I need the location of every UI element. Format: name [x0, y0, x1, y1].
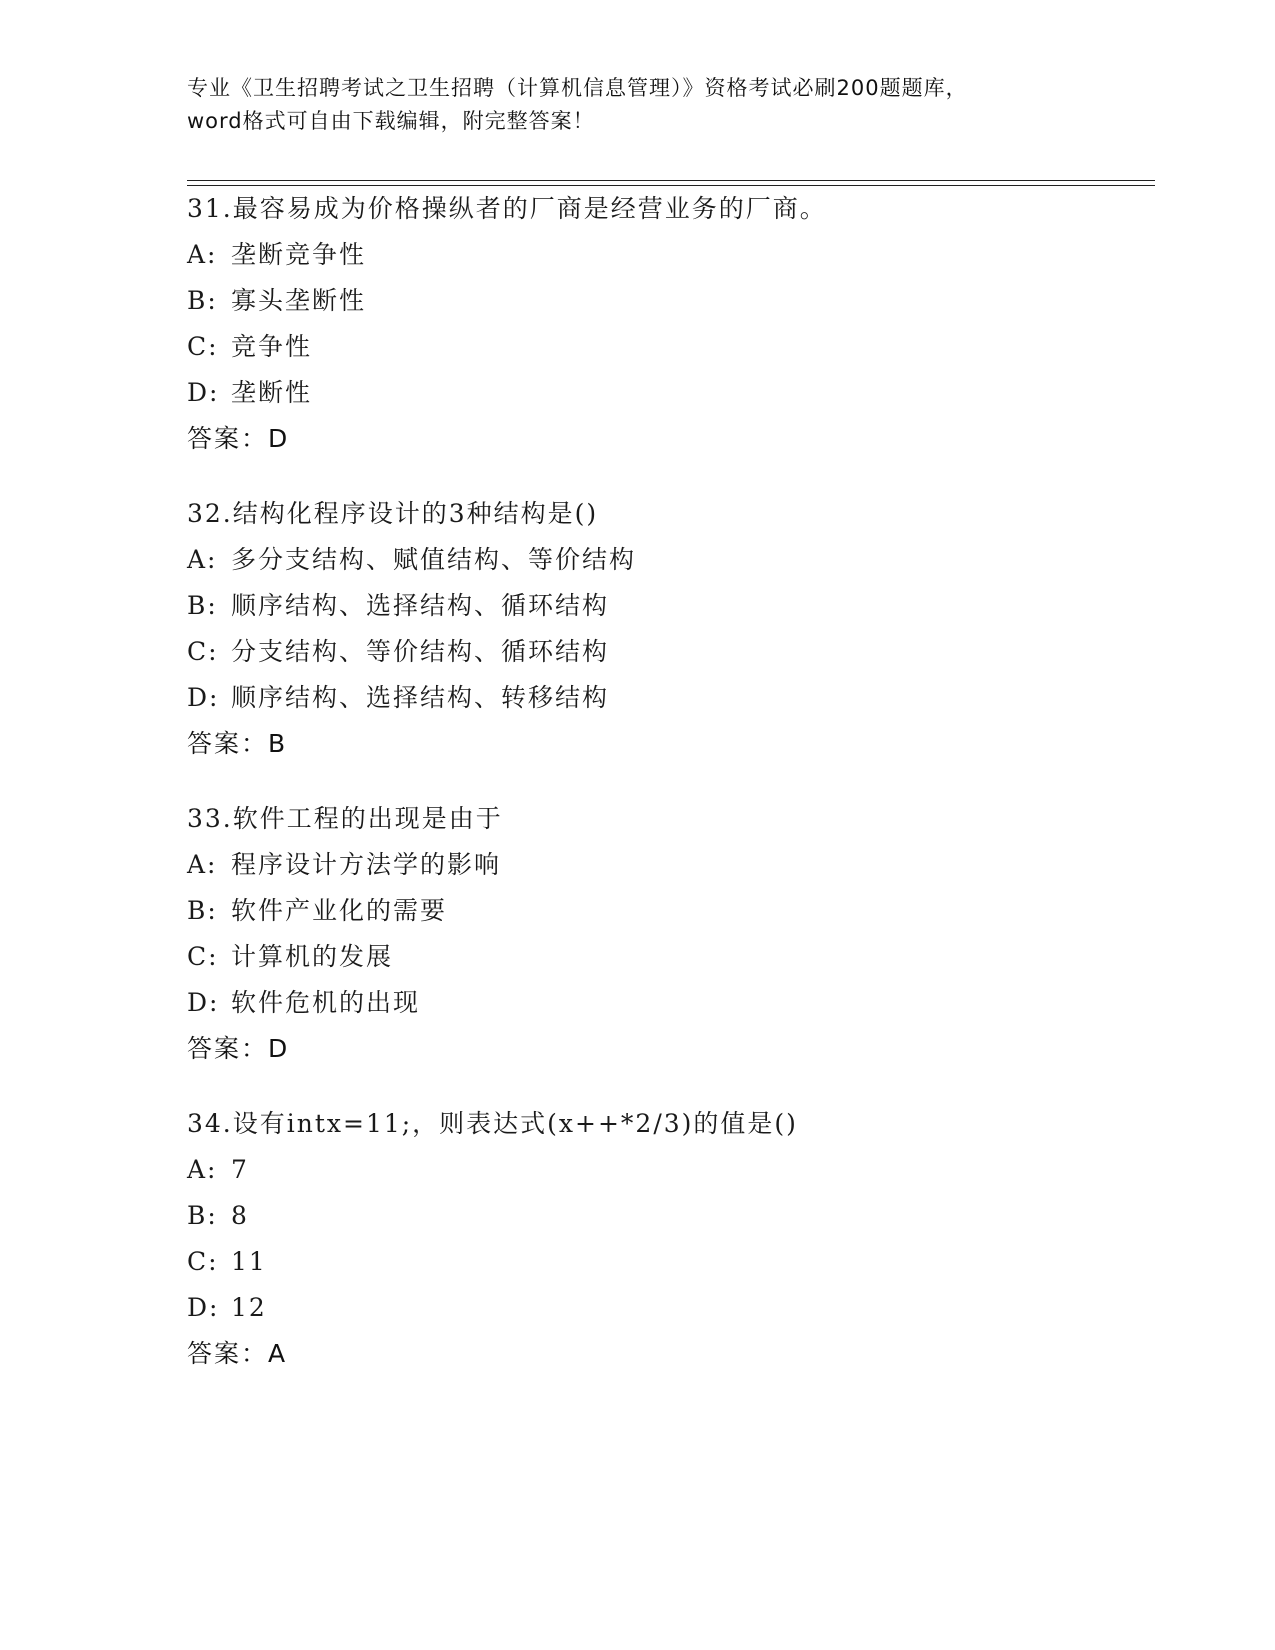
option-text: 寡头垄断性 [231, 286, 367, 315]
option-d [187, 370, 1147, 416]
option-letter: A: [187, 240, 218, 269]
question-stem: 34.设有intx=11;，则表达式(x++*2/3)的值是() [187, 1109, 798, 1138]
answer-line [187, 1331, 1147, 1377]
header-line-1: 专业《卫生招聘考试之卫生招聘（计算机信息管理）》资格考试必刷200题题库， [187, 76, 968, 100]
option-letter: B: [187, 1201, 218, 1230]
option-text: 7 [231, 1155, 249, 1184]
option-d [187, 980, 1147, 1026]
option-d [187, 1285, 1147, 1331]
option-text: 垄断性 [231, 378, 313, 407]
option-letter: C: [187, 332, 219, 361]
option-letter: D: [187, 683, 220, 712]
answer-line [187, 416, 1147, 462]
option-letter: C: [187, 637, 219, 666]
option-d [187, 675, 1147, 721]
option-a [187, 232, 1147, 278]
answer-line [187, 1026, 1147, 1072]
question-34 [187, 1101, 1147, 1377]
option-letter: B: [187, 896, 218, 925]
option-a [187, 537, 1147, 583]
option-text: 软件危机的出现 [231, 988, 421, 1017]
answer-label: 答案： [187, 424, 269, 453]
answer-label: 答案： [187, 1034, 269, 1063]
answer-value: D [268, 424, 288, 453]
question-stem: 31.最容易成为价格操纵者的厂商是经营业务的厂商。 [187, 194, 827, 223]
option-letter: C: [187, 942, 219, 971]
answer-label: 答案： [187, 729, 269, 758]
answer-value: B [268, 729, 286, 758]
answer-line [187, 721, 1147, 767]
option-text: 12 [231, 1293, 267, 1322]
option-c [187, 629, 1147, 675]
document-header [187, 72, 1087, 138]
option-a [187, 1147, 1147, 1193]
option-text: 8 [231, 1201, 249, 1230]
answer-value: A [268, 1339, 286, 1368]
question-32 [187, 491, 1147, 767]
option-b [187, 278, 1147, 324]
option-letter: D: [187, 1293, 220, 1322]
answer-value: D [268, 1034, 288, 1063]
option-letter: D: [187, 378, 220, 407]
option-text: 软件产业化的需要 [231, 896, 448, 925]
option-letter: C: [187, 1247, 219, 1276]
question-stem: 33.软件工程的出现是由于 [187, 804, 503, 833]
option-letter: B: [187, 286, 218, 315]
option-text: 顺序结构、选择结构、转移结构 [231, 683, 610, 712]
option-letter: B: [187, 591, 218, 620]
option-text: 分支结构、等价结构、循环结构 [231, 637, 610, 666]
option-letter: D: [187, 988, 220, 1017]
option-letter: A: [187, 1155, 218, 1184]
header-line-2: word格式可自由下载编辑，附完整答案！ [187, 109, 595, 133]
option-b [187, 583, 1147, 629]
option-letter: A: [187, 545, 218, 574]
question-33 [187, 796, 1147, 1072]
option-text: 计算机的发展 [231, 942, 394, 971]
answer-label: 答案： [187, 1339, 269, 1368]
option-c [187, 1239, 1147, 1285]
option-a [187, 842, 1147, 888]
option-letter: A: [187, 850, 218, 879]
question-31 [187, 186, 1147, 462]
option-text: 垄断竞争性 [231, 240, 367, 269]
option-c [187, 934, 1147, 980]
question-stem: 32.结构化程序设计的3种结构是() [187, 499, 599, 528]
option-text: 竞争性 [231, 332, 313, 361]
option-text: 程序设计方法学的影响 [231, 850, 502, 879]
option-b [187, 888, 1147, 934]
option-text: 多分支结构、赋值结构、等价结构 [231, 545, 637, 574]
option-b [187, 1193, 1147, 1239]
option-text: 11 [231, 1247, 267, 1276]
option-text: 顺序结构、选择结构、循环结构 [231, 591, 610, 620]
option-c [187, 324, 1147, 370]
divider-line-top [187, 180, 1155, 181]
